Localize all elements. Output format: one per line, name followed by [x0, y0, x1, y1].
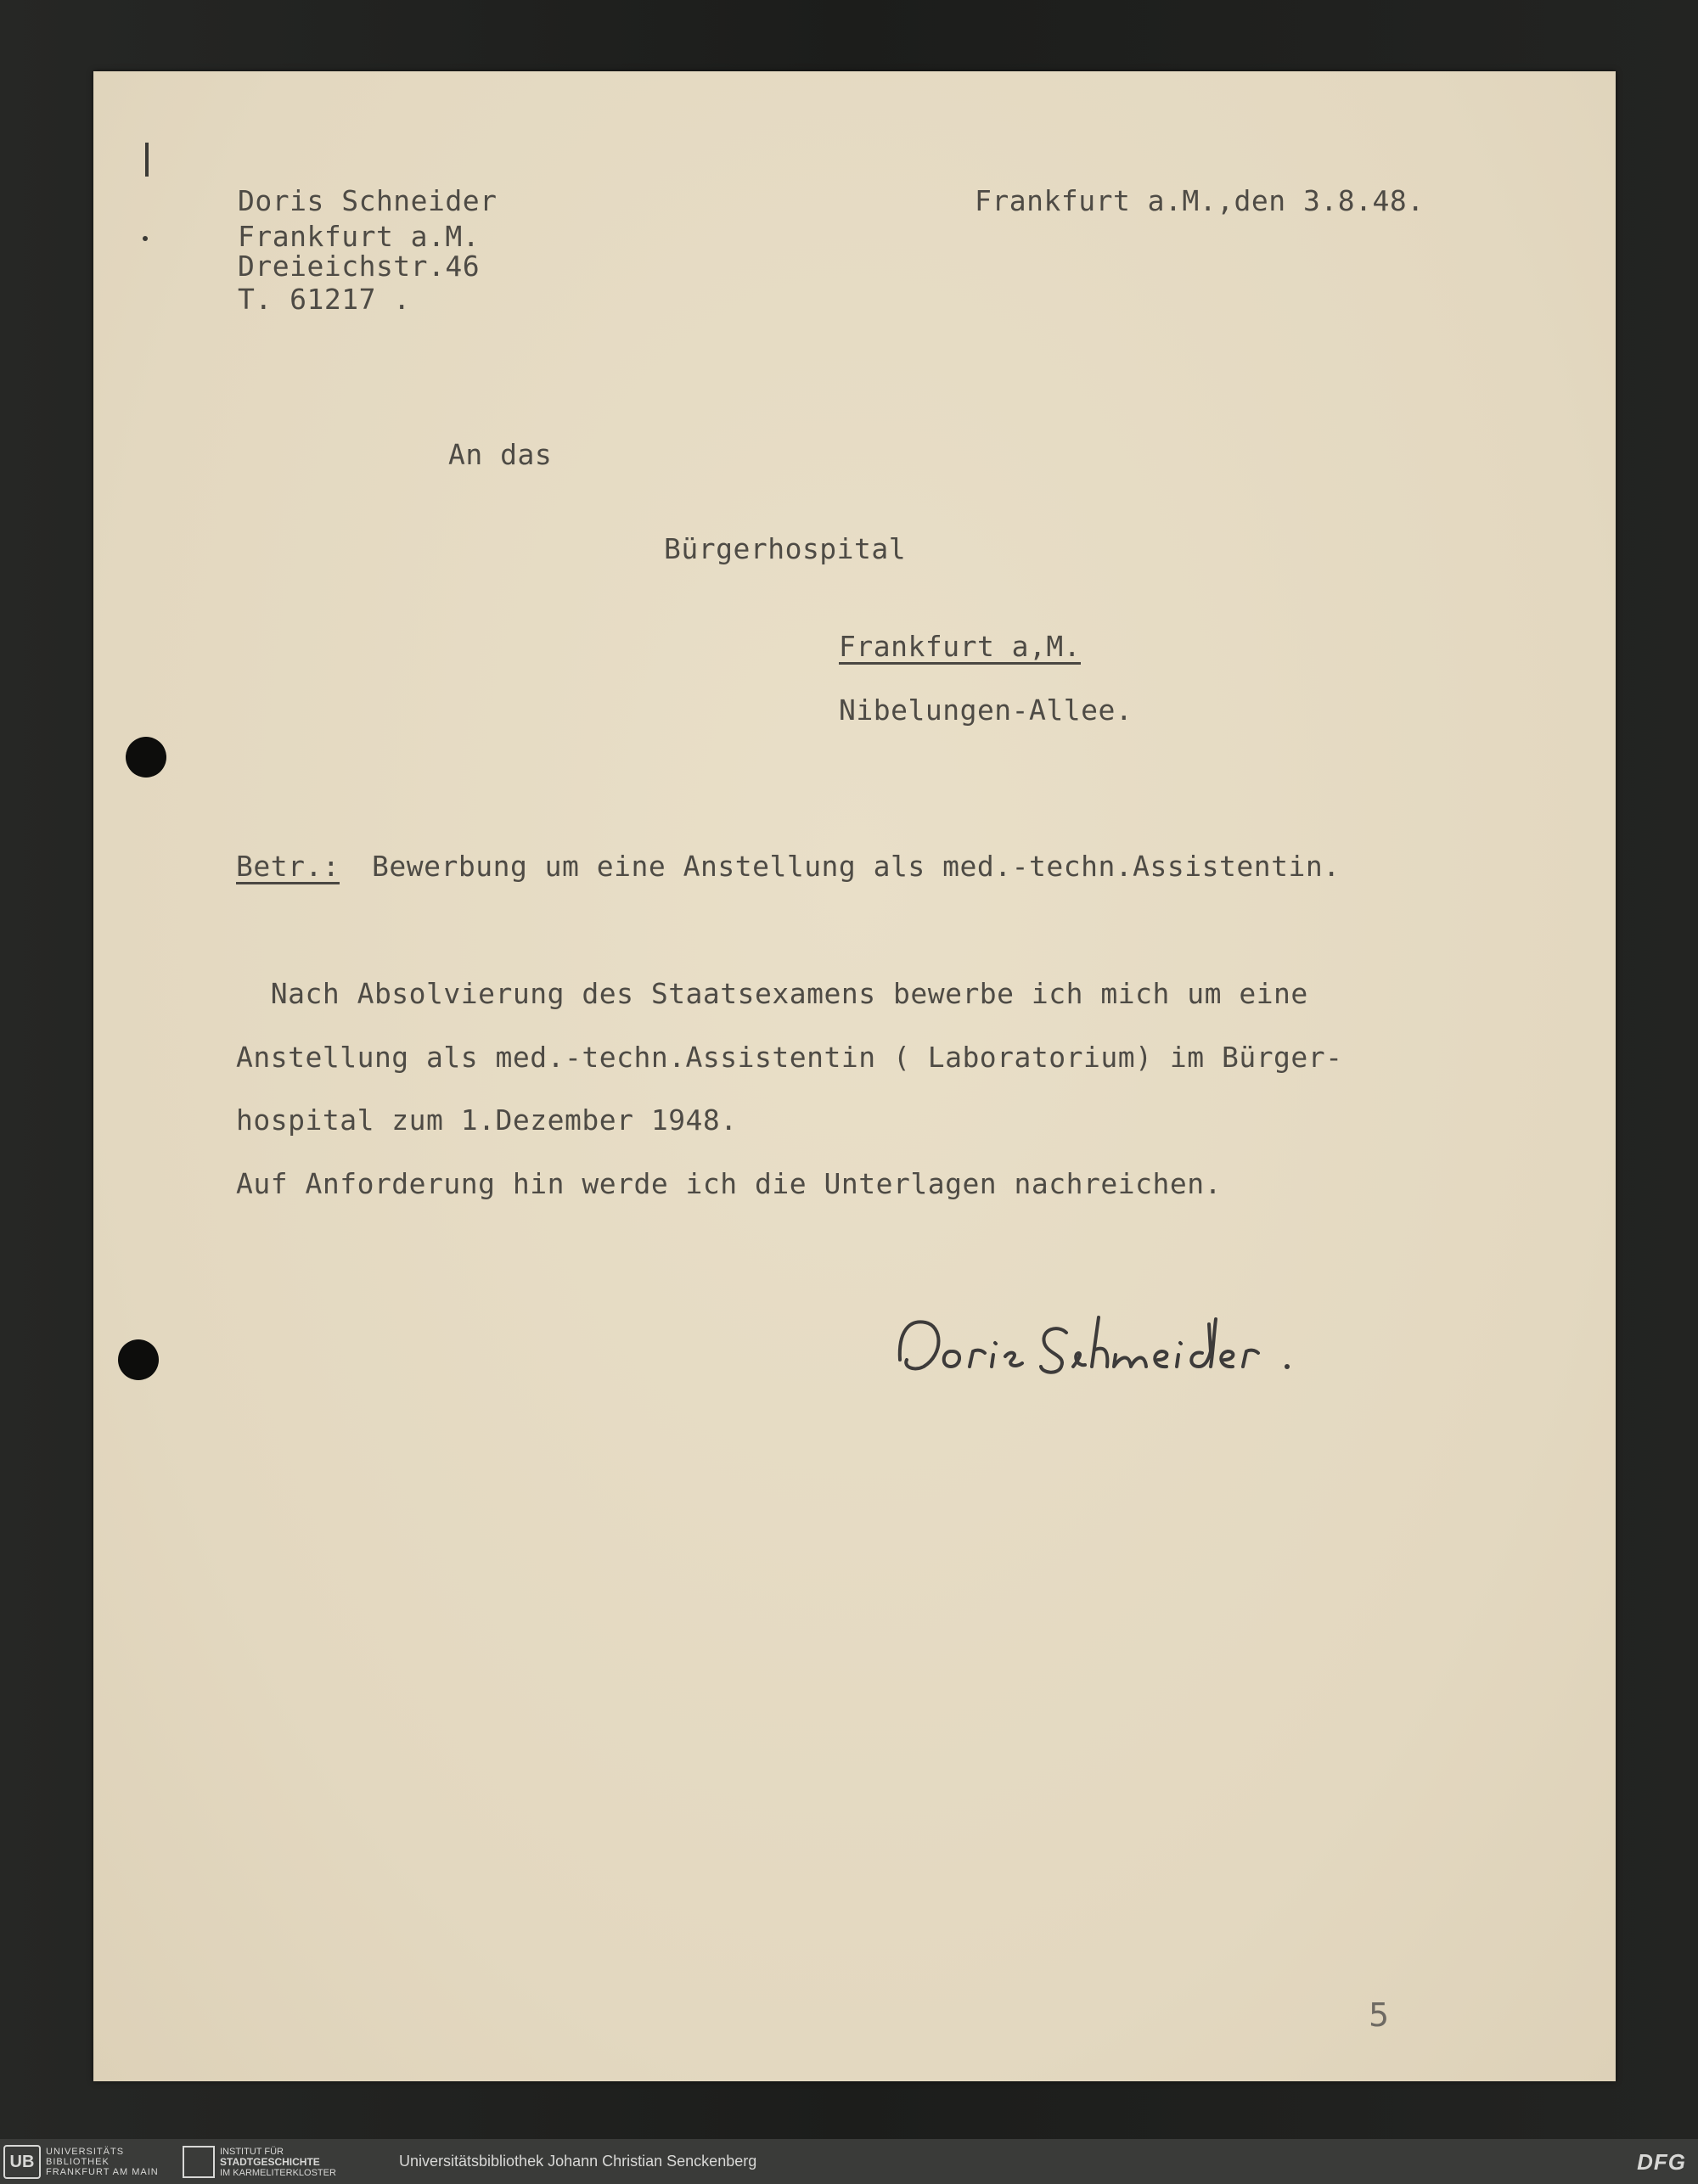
body-line-2: Anstellung als med.-techn.Assistentin ( Laboratorium) im Bürger- — [236, 1041, 1343, 1074]
sender-phone: T. 61217 . — [238, 283, 411, 316]
isg-line-2: STADTGESCHICHTE — [220, 2155, 320, 2168]
footer-bar — [0, 2139, 1698, 2184]
body-line-4: Auf Anforderung hin werde ich die Unterlagen nachreichen. — [236, 1167, 1222, 1200]
isg-logo-mark — [183, 2146, 215, 2178]
ub-logo-text — [46, 2147, 159, 2177]
isg-line-3: IM KARMELITERKLOSTER — [220, 2167, 336, 2178]
ub-line-1: UNIVERSITÄTS — [46, 2147, 125, 2157]
sender-name: Doris Schneider — [238, 184, 498, 217]
margin-dot — [143, 236, 148, 241]
punch-hole-top — [126, 737, 166, 778]
footer-credit: Universitätsbibliothek Johann Christian Senckenberg — [399, 2153, 757, 2170]
date-line: Frankfurt a.M.,den 3.8.48. — [975, 184, 1425, 217]
sender-city: Frankfurt a.M. — [238, 220, 481, 253]
sender-street: Dreieichstr.46 — [238, 250, 481, 283]
pencil-note: 5 — [1369, 1996, 1390, 2034]
isg-line-1: INSTITUT FÜR — [220, 2146, 284, 2157]
isg-logo-text — [220, 2147, 336, 2178]
recipient-street: Nibelungen-Allee. — [839, 693, 1133, 727]
dfg-logo: DFG — [1637, 2149, 1686, 2175]
recipient-city: Frankfurt a,M. — [839, 630, 1082, 663]
margin-mark — [145, 143, 149, 177]
recipient-salutation: An das — [448, 438, 553, 471]
letter-sheet — [93, 71, 1616, 2081]
ub-line-2: BIBLIOTHEK — [46, 2157, 110, 2167]
recipient-institution: Bürgerhospital — [664, 532, 907, 565]
body-line-1: Nach Absolvierung des Staatsexamens bewerbe ich mich um eine — [236, 977, 1308, 1010]
subject-text: Bewerbung um eine Anstellung als med.-techn.Assistentin. — [372, 850, 1341, 883]
subject-label: Betr.: — [236, 850, 340, 883]
ub-logo — [3, 2146, 165, 2178]
handwritten-signature — [891, 1307, 1367, 1384]
isg-logo — [183, 2146, 336, 2178]
punch-hole-bottom — [118, 1339, 159, 1380]
ub-line-3: FRANKFURT AM MAIN — [46, 2167, 159, 2177]
ub-logo-mark: UB — [3, 2145, 41, 2179]
body-line-3: hospital zum 1.Dezember 1948. — [236, 1103, 738, 1137]
